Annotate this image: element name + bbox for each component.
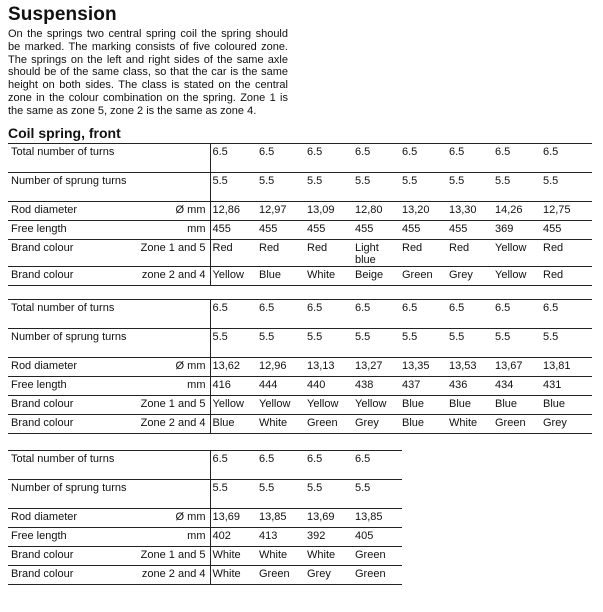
table-row bbox=[8, 527, 402, 546]
cell-value: 444 bbox=[259, 378, 278, 391]
row-unit: Zone 1 and 5 bbox=[133, 395, 210, 414]
cell-value: Red bbox=[259, 241, 280, 254]
cell-value: 13,13 bbox=[307, 359, 335, 372]
row-label: Brand colour bbox=[11, 241, 74, 254]
table-row bbox=[8, 143, 592, 172]
cell-value: Yellow bbox=[212, 268, 244, 281]
row-unit bbox=[133, 450, 210, 479]
cell-value: 6.5 bbox=[212, 301, 228, 314]
cell-value: 436 bbox=[449, 378, 468, 391]
cell-value: 431 bbox=[543, 378, 562, 391]
row-label: Brand colour bbox=[11, 567, 74, 580]
cell-value: 5.5 bbox=[355, 330, 371, 343]
spring-table-2 bbox=[8, 299, 592, 434]
cell-value: 6.5 bbox=[495, 145, 511, 158]
cell-value: Red bbox=[307, 241, 328, 254]
cell-value: 416 bbox=[212, 378, 231, 391]
cell-value: Blue bbox=[449, 397, 472, 410]
cell-value: 13,09 bbox=[307, 203, 335, 216]
intro-paragraph: On the springs two central spring coil the spring should be marked. The marking consists of five coloured zone. The springs on the left and right sides of the same axle should be of the same class, so that the car is the same height on both sides. The class is stated on the central zone in the colour combination on the spring. Zone 1 is the same as zone 5, zone 2 is the same as zone 4. bbox=[8, 28, 288, 117]
document-page bbox=[8, 0, 598, 585]
cell-value: White bbox=[307, 268, 336, 281]
table-row bbox=[8, 479, 402, 508]
table-row bbox=[8, 220, 592, 239]
cell-value: 6.5 bbox=[355, 145, 371, 158]
cell-value: 5.5 bbox=[307, 330, 323, 343]
cell-value: 6.5 bbox=[307, 452, 323, 465]
row-label: Rod diameter bbox=[11, 203, 78, 216]
cell-value: 402 bbox=[212, 529, 231, 542]
cell-value: 6.5 bbox=[259, 145, 275, 158]
cell-value: Grey bbox=[543, 416, 567, 429]
row-unit: mm bbox=[133, 527, 210, 546]
row-label: Total number of turns bbox=[11, 301, 115, 314]
row-unit: mm bbox=[133, 220, 210, 239]
cell-value: 5.5 bbox=[259, 174, 275, 187]
spring-table-1 bbox=[8, 143, 592, 286]
cell-value: 5.5 bbox=[543, 330, 559, 343]
cell-value: 13,67 bbox=[495, 359, 523, 372]
cell-value: White bbox=[259, 548, 288, 561]
table-row bbox=[8, 239, 592, 266]
row-label: Free length bbox=[11, 222, 67, 235]
table-row bbox=[8, 450, 402, 479]
cell-value: White bbox=[449, 416, 478, 429]
cell-value: 6.5 bbox=[543, 301, 559, 314]
cell-value: 6.5 bbox=[449, 145, 465, 158]
cell-value: 6.5 bbox=[402, 301, 418, 314]
row-label: Number of sprung turns bbox=[11, 481, 127, 494]
row-unit: zone 2 and 4 bbox=[133, 565, 210, 584]
cell-value: Red bbox=[402, 241, 423, 254]
cell-value: 5.5 bbox=[449, 174, 465, 187]
cell-value: White bbox=[307, 548, 336, 561]
cell-value: Green bbox=[402, 268, 433, 281]
cell-value: 13,62 bbox=[212, 359, 241, 372]
row-label: Free length bbox=[11, 378, 67, 391]
cell-value: 5.5 bbox=[543, 174, 559, 187]
cell-value: Green bbox=[495, 416, 526, 429]
cell-value: 5.5 bbox=[212, 481, 228, 494]
cell-value: 5.5 bbox=[355, 481, 371, 494]
cell-value: Grey bbox=[307, 567, 331, 580]
cell-value: 413 bbox=[259, 529, 278, 542]
cell-value: 455 bbox=[355, 222, 374, 235]
cell-value: Green bbox=[259, 567, 290, 580]
cell-value: Beige bbox=[355, 268, 384, 281]
cell-value: Red bbox=[212, 241, 233, 254]
cell-value: 12,96 bbox=[259, 359, 287, 372]
cell-value: Yellow bbox=[495, 268, 527, 281]
cell-value: White bbox=[212, 567, 241, 580]
cell-value: 12,80 bbox=[355, 203, 383, 216]
cell-value: 455 bbox=[543, 222, 562, 235]
row-label: Number of sprung turns bbox=[11, 330, 127, 343]
row-unit bbox=[133, 143, 210, 172]
cell-value: Yellow bbox=[307, 397, 339, 410]
table-row bbox=[8, 395, 592, 414]
table-row bbox=[8, 172, 592, 201]
cell-value: 6.5 bbox=[402, 145, 418, 158]
cell-value: Yellow bbox=[355, 397, 387, 410]
cell-value: 455 bbox=[307, 222, 326, 235]
cell-value: 13,69 bbox=[212, 510, 241, 523]
cell-value: 5.5 bbox=[307, 481, 323, 494]
cell-value: White bbox=[212, 548, 241, 561]
row-label: Rod diameter bbox=[11, 510, 78, 523]
row-label: Brand colour bbox=[11, 268, 74, 281]
row-unit: Zone 2 and 4 bbox=[133, 414, 210, 433]
cell-value: 6.5 bbox=[543, 145, 559, 158]
row-unit bbox=[133, 299, 210, 328]
spring-table-3 bbox=[8, 450, 402, 585]
cell-value: 6.5 bbox=[495, 301, 511, 314]
cell-value: Blue bbox=[402, 416, 425, 429]
table-row bbox=[8, 508, 402, 527]
page-title: Suspension bbox=[8, 4, 117, 25]
cell-value: Blue bbox=[402, 397, 425, 410]
row-label: Number of sprung turns bbox=[11, 174, 127, 187]
cell-value: Green bbox=[307, 416, 338, 429]
cell-value: 5.5 bbox=[259, 330, 275, 343]
cell-value: 13,85 bbox=[259, 510, 287, 523]
cell-value: 6.5 bbox=[307, 301, 323, 314]
cell-value: 5.5 bbox=[449, 330, 465, 343]
cell-value: 455 bbox=[259, 222, 278, 235]
cell-value: 5.5 bbox=[355, 174, 371, 187]
row-unit: Zone 1 and 5 bbox=[133, 546, 210, 565]
table-row bbox=[8, 299, 592, 328]
cell-value: 6.5 bbox=[259, 301, 275, 314]
cell-value: Green bbox=[355, 567, 386, 580]
cell-value: White bbox=[259, 416, 288, 429]
table-row bbox=[8, 328, 592, 357]
cell-value: 5.5 bbox=[259, 481, 275, 494]
row-unit: mm bbox=[133, 376, 210, 395]
table-row bbox=[8, 414, 592, 433]
row-unit bbox=[133, 479, 210, 508]
cell-value: 5.5 bbox=[212, 174, 228, 187]
cell-value: Yellow bbox=[212, 397, 244, 410]
cell-value: Blue bbox=[259, 268, 282, 281]
cell-value: 369 bbox=[495, 222, 514, 235]
cell-value: 13,27 bbox=[355, 359, 383, 372]
cell-value: 6.5 bbox=[259, 452, 275, 465]
cell-value: 5.5 bbox=[402, 330, 418, 343]
cell-value: 13,30 bbox=[449, 203, 477, 216]
row-unit bbox=[133, 172, 210, 201]
row-unit: Zone 1 and 5 bbox=[133, 239, 210, 266]
cell-value: 13,69 bbox=[307, 510, 335, 523]
cell-value: 434 bbox=[495, 378, 514, 391]
cell-value: 455 bbox=[402, 222, 421, 235]
cell-value: 5.5 bbox=[495, 330, 511, 343]
cell-value: 14,26 bbox=[495, 203, 523, 216]
cell-value: 5.5 bbox=[212, 330, 228, 343]
cell-value: 13,85 bbox=[355, 510, 383, 523]
table-row bbox=[8, 376, 592, 395]
cell-value: Red bbox=[543, 241, 564, 254]
cell-value: Blue bbox=[212, 416, 235, 429]
row-unit: Ø mm bbox=[133, 357, 210, 376]
table-row bbox=[8, 565, 402, 584]
cell-value: Blue bbox=[495, 397, 518, 410]
row-label: Free length bbox=[11, 529, 67, 542]
row-label: Brand colour bbox=[11, 548, 74, 561]
cell-value: 392 bbox=[307, 529, 326, 542]
cell-value: 12,75 bbox=[543, 203, 571, 216]
cell-value: 5.5 bbox=[402, 174, 418, 187]
cell-value: 6.5 bbox=[355, 301, 371, 314]
table-row bbox=[8, 546, 402, 565]
cell-value: 437 bbox=[402, 378, 421, 391]
row-label: Rod diameter bbox=[11, 359, 78, 372]
row-unit: Ø mm bbox=[133, 201, 210, 220]
cell-value: 13,53 bbox=[449, 359, 477, 372]
table-row bbox=[8, 201, 592, 220]
row-label: Brand colour bbox=[11, 397, 74, 410]
cell-value: 6.5 bbox=[449, 301, 465, 314]
cell-value: 13,81 bbox=[543, 359, 571, 372]
row-unit: Ø mm bbox=[133, 508, 210, 527]
cell-value: 5.5 bbox=[307, 174, 323, 187]
cell-value: 13,20 bbox=[402, 203, 430, 216]
row-label: Brand colour bbox=[11, 416, 74, 429]
cell-value: 440 bbox=[307, 378, 326, 391]
cell-value: 5.5 bbox=[495, 174, 511, 187]
cell-value: Red bbox=[543, 268, 564, 281]
cell-value: 12,97 bbox=[259, 203, 287, 216]
row-unit: zone 2 and 4 bbox=[133, 266, 210, 285]
cell-value: 455 bbox=[449, 222, 468, 235]
cell-value: 438 bbox=[355, 378, 374, 391]
cell-value: Grey bbox=[355, 416, 379, 429]
cell-value: Green bbox=[355, 548, 386, 561]
cell-value: 6.5 bbox=[212, 452, 228, 465]
row-unit bbox=[133, 328, 210, 357]
cell-value: Red bbox=[449, 241, 470, 254]
cell-value: 12,86 bbox=[212, 203, 241, 216]
cell-value: 6.5 bbox=[355, 452, 371, 465]
cell-value: 6.5 bbox=[212, 145, 228, 158]
cell-value: Light blue bbox=[355, 241, 379, 266]
cell-value: 6.5 bbox=[307, 145, 323, 158]
table-row bbox=[8, 266, 592, 285]
cell-value: Grey bbox=[449, 268, 473, 281]
row-label: Total number of turns bbox=[11, 452, 115, 465]
cell-value: 455 bbox=[212, 222, 231, 235]
cell-value: 405 bbox=[355, 529, 374, 542]
cell-value: Yellow bbox=[259, 397, 291, 410]
cell-value: Yellow bbox=[495, 241, 527, 254]
section-title: Coil spring, front bbox=[8, 124, 121, 141]
table-row bbox=[8, 357, 592, 376]
cell-value: 13,35 bbox=[402, 359, 430, 372]
cell-value: Blue bbox=[543, 397, 566, 410]
row-label: Total number of turns bbox=[11, 145, 115, 158]
